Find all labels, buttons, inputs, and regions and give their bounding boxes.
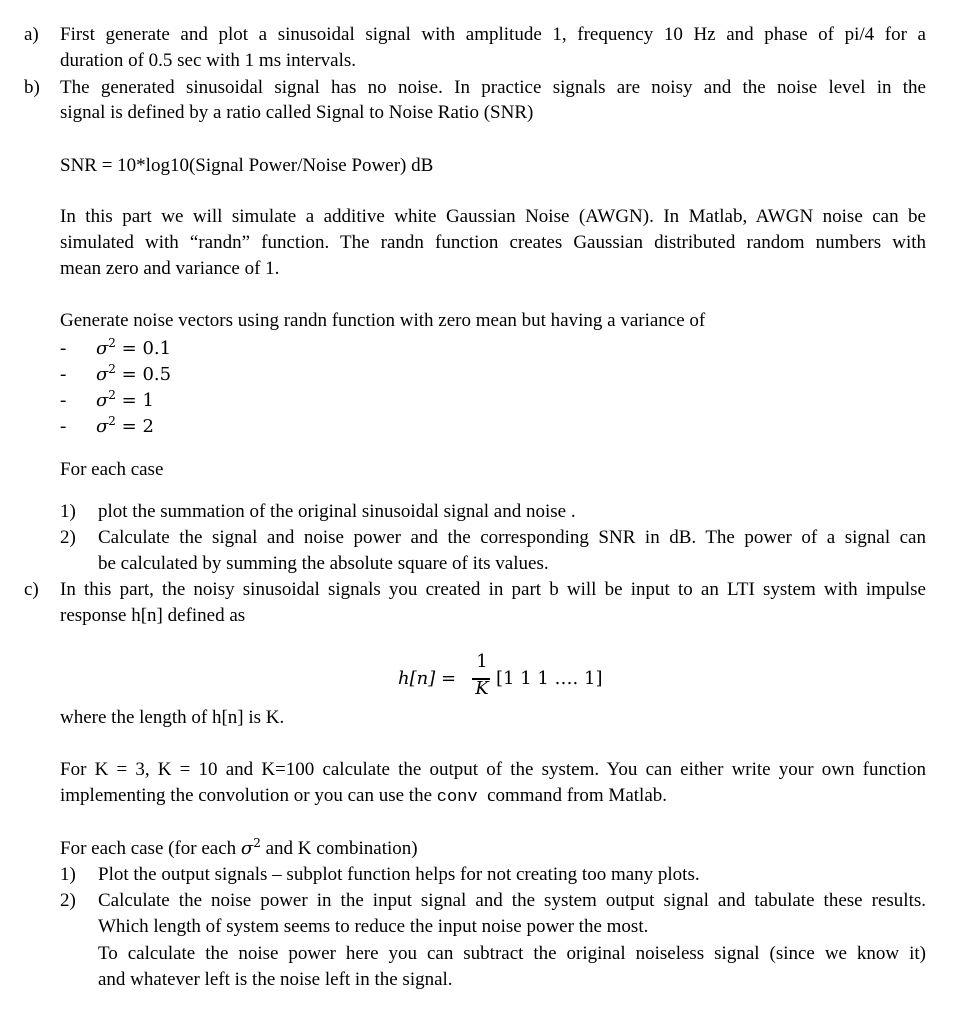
exponent: 2 [108, 388, 116, 402]
k-line-2-pre: implementing the convolution or you can use the [60, 785, 433, 806]
equation-lhs: h[n] = [398, 668, 457, 689]
length-note: where the length of h[n] is K. [60, 707, 285, 728]
step-text: Calculate the noise power in the input signal and the system output signal and tabulate these results. [98, 890, 926, 911]
step-marker: 2) [60, 527, 76, 548]
variance-value: = 0.1 [121, 338, 172, 359]
fraction-denominator: K [475, 678, 489, 699]
variance-item [96, 362, 171, 388]
variance-value: = 0.5 [121, 364, 172, 385]
part-a-marker: a) [24, 24, 39, 45]
sigma-symbol: σ [96, 416, 109, 437]
for-each-combination [60, 836, 418, 862]
variance-dash: - [60, 416, 67, 437]
fraction-numerator: 1 [476, 651, 488, 672]
variance-value: = 2 [121, 416, 154, 437]
step-marker: 1) [60, 501, 76, 522]
sigma-symbol: σ [96, 390, 109, 411]
generate-intro: Generate noise vectors using randn function with zero mean but having a variance of [60, 310, 706, 331]
for-each-post: and K combination) [265, 838, 418, 859]
part-b-marker: b) [24, 77, 40, 98]
k-line-1: For K = 3, K = 10 and K=100 calculate the output of the system. You can either write your own function [60, 759, 926, 780]
exponent: 2 [108, 362, 116, 376]
exponent: 2 [253, 836, 261, 850]
variance-dash: - [60, 364, 67, 385]
step-text: Plot the output signals – subplot function helps for not creating too many plots. [98, 864, 700, 885]
part-c-marker: c) [24, 579, 39, 600]
part-c-line-1: In this part, the noisy sinusoidal signals you created in part b will be input to an LTI system with impulse [60, 579, 926, 600]
equation-fraction [470, 651, 494, 705]
equation-rhs: [1 1 1 …. 1] [496, 668, 603, 689]
for-each-pre: For each case (for each [60, 838, 237, 859]
variance-value: = 1 [121, 390, 154, 411]
exponent: 2 [108, 336, 116, 350]
part-c-line-2: response h[n] defined as [60, 605, 246, 626]
sigma-symbol: σ [240, 838, 254, 859]
variance-item [96, 336, 171, 362]
step-text-cont: be calculated by summing the absolute square of its values. [98, 553, 549, 574]
step-marker: 1) [60, 864, 76, 885]
exponent: 2 [108, 414, 116, 428]
awgn-line-3: mean zero and variance of 1. [60, 258, 280, 279]
awgn-line-1: In this part we will simulate a additive white Gaussian Noise (AWGN). In Matlab, AWGN noise can be [60, 206, 926, 227]
step-text-cont: Which length of system seems to reduce the input noise power the most. [98, 916, 649, 937]
for-each-case: For each case [60, 459, 164, 480]
sigma-symbol: σ [96, 364, 109, 385]
part-b-line-1: The generated sinusoidal signal has no noise. In practice signals are noisy and the noise level in the [60, 77, 926, 98]
sigma-symbol: σ [96, 338, 109, 359]
variance-item [96, 388, 154, 414]
k-line-2 [60, 783, 667, 811]
awgn-line-2: simulated with “randn” function. The randn function creates Gaussian distributed random numbers with [60, 232, 926, 253]
k-line-2-post: command from Matlab. [487, 785, 668, 806]
step-marker: 2) [60, 890, 76, 911]
step-text: plot the summation of the original sinusoidal signal and noise . [98, 501, 576, 522]
part-a-line-2: duration of 0.5 sec with 1 ms intervals. [60, 50, 357, 71]
variance-dash: - [60, 390, 67, 411]
variance-dash: - [60, 338, 67, 359]
part-b-line-2: signal is defined by a ratio called Signal to Noise Ratio (SNR) [60, 102, 534, 123]
part-a-line-1: First generate and plot a sinusoidal signal with amplitude 1, frequency 10 Hz and phase of pi/4 for a [60, 24, 926, 45]
snr-formula: SNR = 10*log10(Signal Power/Noise Power) dB [60, 155, 434, 176]
conv-code: conv [436, 788, 478, 807]
step-text-cont: and whatever left is the noise left in the signal. [98, 969, 453, 990]
step-text-cont: To calculate the noise power here you can subtract the original noiseless signal (since we know it) [98, 943, 926, 964]
step-text: Calculate the signal and noise power and the corresponding SNR in dB. The power of a signal can [98, 527, 926, 548]
variance-item [96, 414, 154, 440]
